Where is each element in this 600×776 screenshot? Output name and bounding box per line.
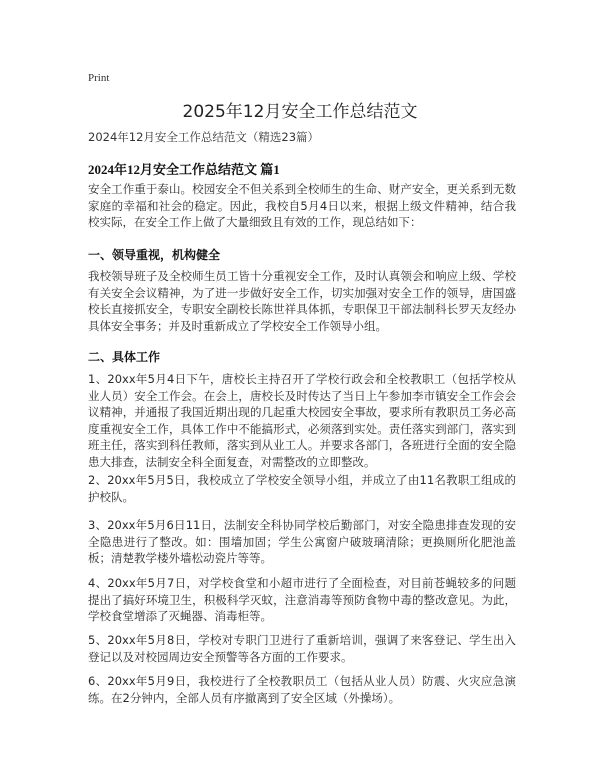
work-item-1: 1、20xx年5月4日下午，唐校长主持召开了学校行政会和全校教职工（包括学校从业人员）安全工作会。在会上，唐校长及时传达了当日上午参加李市镇安全工作会会议精神，并通报了我国近期出现的几起重大校园安全事故，要求所有教职员工务必高度重视安全工作，具体工作中不能搞形式，必须落到实处。责任落实到部门，落实到班主任，落实到科任教师，落实到从业工人。并要求各部门，各班进行全面的安全隐患大排查，法制安全科全面复查，对需整改的立即整改。 [88, 372, 516, 469]
intro-paragraph: 安全工作重于泰山。校园安全不但关系到全校师生的生命、财产安全，更关系到无数家庭的幸福和社会的稳定。因此，我校自5月4日以来，根据上级文件精神，结合我校实际，在安全工作上做了大量细致且有效的工作，现总结如下： [88, 182, 516, 229]
work-item-2: 2、20xx年5月5日，我校成立了学校安全领导小组，并成立了由11名教职工组成的护校队。 [88, 473, 516, 504]
section-heading: 2024年12月安全工作总结范文 篇1 [88, 162, 280, 177]
print-link[interactable]: Print [88, 72, 110, 84]
leadership-paragraph: 我校领导班子及全校师生员工皆十分重视安全工作，及时认真领会和响应上级、学校有关安全会议精神，为了进一步做好安全工作，切实加强对安全工作的领导，唐国盛校长直接抓安全，专职安全副校长陈世祥具体抓，专职保卫干部法制科长罗天友经办具体安全事务；并及时重新成立了学校安全工作领导小组。 [88, 269, 516, 333]
page-title: 2025年12月安全工作总结范文 [182, 102, 418, 122]
work-item-5: 5、20xx年5月8日，学校对专职门卫进行了重新培训，强调了来客登记、学生出入登记以及对校园周边安全预警等各方面的工作要求。 [88, 633, 516, 664]
work-item-6: 6、20xx年5月9日，我校进行了全校教职员工（包括从业人员）防震、火灾应急演练。在2分钟内，全部人员有序撤离到了安全区域（外操场）。 [88, 674, 516, 705]
work-item-4: 4、20xx年5月7日，对学校食堂和小超市进行了全面检查，对目前苍蝇较多的问题提出了搞好环境卫生，积极科学灭蚊，注意消毒等预防食物中毒的整改意见。为此，学校食堂增添了灭蝇器、消毒柜等。 [88, 576, 516, 623]
document-subtitle: 2024年12月安全工作总结范文（精选23篇） [88, 130, 320, 144]
heading-leadership: 一、领导重视，机构健全 [88, 248, 221, 262]
work-item-3: 3、20xx年5月6日11日，法制安全科协同学校后勤部门，对安全隐患排查发现的安全隐患进行了整改。如：围墙加固；学生公寓窗户破玻璃清除；更换厕所化肥池盖板；清楚教学楼外墙松动瓷片等等。 [88, 518, 516, 565]
heading-specific-work: 二、具体工作 [88, 350, 161, 364]
